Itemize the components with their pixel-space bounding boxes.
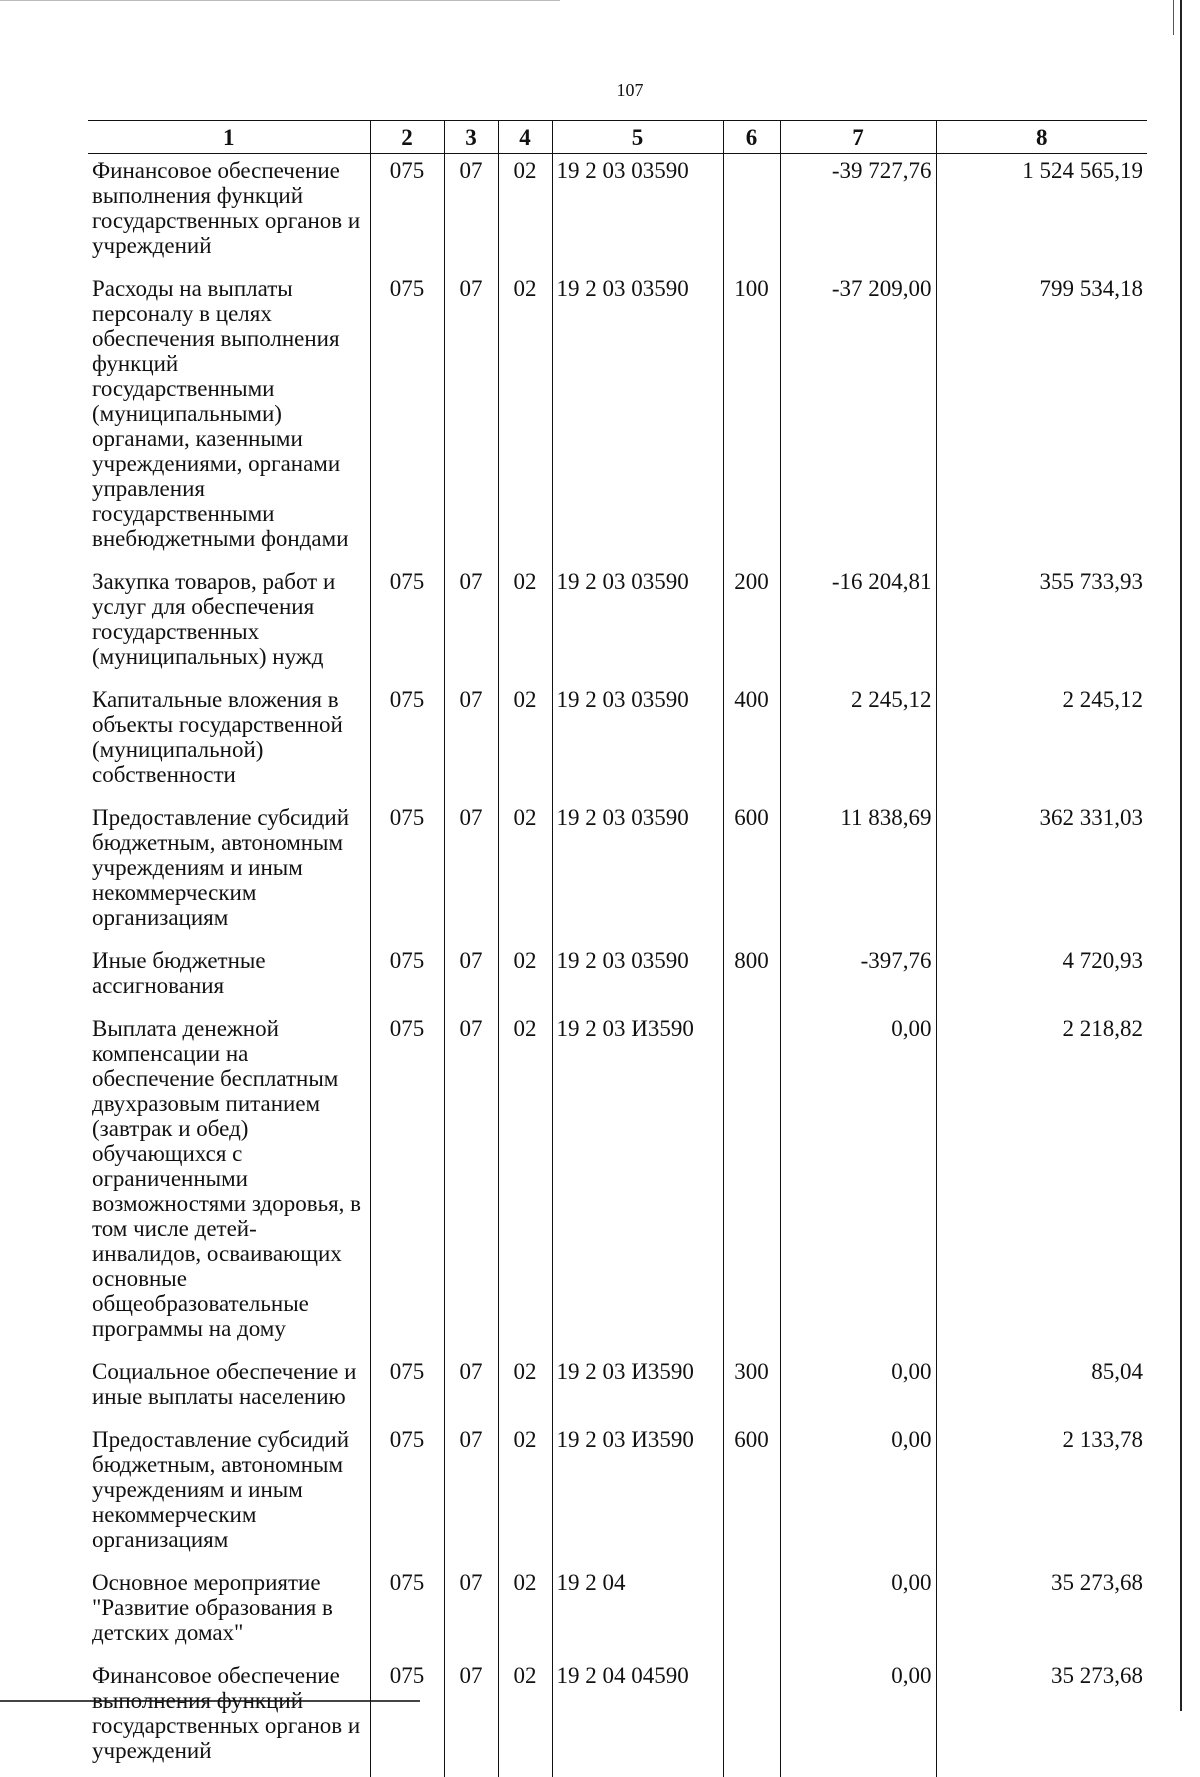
row-c7: -39 727,76 (780, 154, 936, 273)
row-c6: 300 (723, 1355, 780, 1423)
row-name: Предоставление субсидий бюджетным, автономным учреждениям и иным некоммерческим организациям (92, 1427, 349, 1552)
row-c4: 02 (498, 565, 552, 683)
row-c3: 07 (444, 1659, 498, 1777)
row-c5: 19 2 03 И3590 (552, 1355, 723, 1423)
table-row (88, 1659, 1147, 1777)
row-c8: 4 720,93 (936, 944, 1147, 1012)
page-number: 107 (616, 80, 644, 100)
row-c5: 19 2 04 (552, 1566, 723, 1659)
row-c7: -397,76 (780, 944, 936, 1012)
row-c8: 1 524 565,19 (936, 154, 1147, 273)
col-header-6: 6 (723, 121, 780, 154)
scan-edge-top (0, 0, 560, 1)
row-c7: -37 209,00 (780, 272, 936, 565)
row-name: Социальное обеспечение и иные выплаты населению (92, 1359, 357, 1409)
row-c4: 02 (498, 683, 552, 801)
scan-edge-right-tick (1173, 0, 1174, 35)
row-c2: 075 (370, 801, 444, 944)
row-name: Предоставление субсидий бюджетным, автономным учреждениям и иным некоммерческим организациям (92, 805, 349, 930)
row-c8: 799 534,18 (936, 272, 1147, 565)
row-c7: -16 204,81 (780, 565, 936, 683)
table-row (88, 1012, 1147, 1355)
row-c5: 19 2 03 03590 (552, 272, 723, 565)
row-c7: 0,00 (780, 1012, 936, 1355)
row-c2: 075 (370, 1659, 444, 1777)
row-c6: 800 (723, 944, 780, 1012)
col-header-4: 4 (498, 121, 552, 154)
row-c3: 07 (444, 801, 498, 944)
row-c6: 100 (723, 272, 780, 565)
table-row (88, 272, 1147, 565)
row-c7: 11 838,69 (780, 801, 936, 944)
table-row (88, 1355, 1147, 1423)
row-c6 (723, 1566, 780, 1659)
col-header-2: 2 (370, 121, 444, 154)
row-c3: 07 (444, 1012, 498, 1355)
row-c7: 2 245,12 (780, 683, 936, 801)
table-row (88, 1566, 1147, 1659)
budget-table (88, 120, 1147, 1777)
row-c8: 355 733,93 (936, 565, 1147, 683)
row-c7: 0,00 (780, 1566, 936, 1659)
row-c8: 35 273,68 (936, 1659, 1147, 1777)
row-c3: 07 (444, 944, 498, 1012)
col-header-8: 8 (936, 121, 1147, 154)
col-header-5: 5 (552, 121, 723, 154)
table-row (88, 683, 1147, 801)
row-c4: 02 (498, 1012, 552, 1355)
row-c5: 19 2 03 03590 (552, 801, 723, 944)
table-row (88, 944, 1147, 1012)
row-c3: 07 (444, 683, 498, 801)
row-c6 (723, 1659, 780, 1777)
row-c2: 075 (370, 1423, 444, 1566)
row-c4: 02 (498, 272, 552, 565)
row-c4: 02 (498, 154, 552, 273)
row-c6: 600 (723, 1423, 780, 1566)
row-c7: 0,00 (780, 1659, 936, 1777)
row-c5: 19 2 03 03590 (552, 683, 723, 801)
row-c6 (723, 154, 780, 273)
row-c8: 362 331,03 (936, 801, 1147, 944)
row-c5: 19 2 04 04590 (552, 1659, 723, 1777)
row-c8: 2 133,78 (936, 1423, 1147, 1566)
row-c2: 075 (370, 1566, 444, 1659)
row-c3: 07 (444, 272, 498, 565)
col-header-7: 7 (780, 121, 936, 154)
row-c2: 075 (370, 944, 444, 1012)
row-c7: 0,00 (780, 1423, 936, 1566)
table-row (88, 154, 1147, 273)
row-c8: 2 218,82 (936, 1012, 1147, 1355)
row-name: Капитальные вложения в объекты государственной (муниципальной) собственности (92, 687, 343, 787)
row-c3: 07 (444, 154, 498, 273)
row-c3: 07 (444, 565, 498, 683)
row-name: Расходы на выплаты персоналу в целях обеспечения выполнения функций государственными (муниципальными) органами, казенными учреждениями, органами управления государственными внебюджетными фондами (92, 276, 349, 551)
scan-edge-right (1180, 0, 1182, 1711)
row-name: Основное мероприятие "Развитие образования в детских домах" (92, 1570, 333, 1645)
row-c3: 07 (444, 1423, 498, 1566)
row-c2: 075 (370, 1012, 444, 1355)
row-c2: 075 (370, 683, 444, 801)
row-c8: 35 273,68 (936, 1566, 1147, 1659)
row-c2: 075 (370, 154, 444, 273)
row-c5: 19 2 03 И3590 (552, 1423, 723, 1566)
header-row (88, 121, 1147, 154)
col-header-3: 3 (444, 121, 498, 154)
table-row (88, 1423, 1147, 1566)
row-c8: 2 245,12 (936, 683, 1147, 801)
row-name: Иные бюджетные ассигнования (92, 948, 266, 998)
row-c4: 02 (498, 1355, 552, 1423)
row-name: Закупка товаров, работ и услуг для обеспечения государственных (муниципальных) нужд (92, 569, 336, 669)
table-row (88, 565, 1147, 683)
row-c3: 07 (444, 1566, 498, 1659)
row-c4: 02 (498, 1659, 552, 1777)
row-c3: 07 (444, 1355, 498, 1423)
row-c8: 85,04 (936, 1355, 1147, 1423)
row-c4: 02 (498, 944, 552, 1012)
row-c5: 19 2 03 03590 (552, 154, 723, 273)
row-c5: 19 2 03 03590 (552, 944, 723, 1012)
row-c5: 19 2 03 И3590 (552, 1012, 723, 1355)
row-name: Финансовое обеспечение выполнения функций государственных органов и учреждений (92, 158, 361, 258)
col-header-1: 1 (88, 121, 370, 154)
row-name: Выплата денежной компенсации на обеспечение бесплатным двухразовым питанием (завтрак и обед) обучающихся с ограниченными возможностями здоровья, в том числе детей-инвалидов, осваивающих основные общеобразовательные программы на дому (92, 1016, 362, 1341)
row-c4: 02 (498, 1566, 552, 1659)
row-c6 (723, 1012, 780, 1355)
row-name: Финансовое обеспечение выполнения функций государственных органов и учреждений (92, 1663, 361, 1763)
row-c4: 02 (498, 1423, 552, 1566)
row-c5: 19 2 03 03590 (552, 565, 723, 683)
row-c6: 600 (723, 801, 780, 944)
row-c2: 075 (370, 1355, 444, 1423)
row-c4: 02 (498, 801, 552, 944)
table-row (88, 801, 1147, 944)
row-c2: 075 (370, 565, 444, 683)
row-c2: 075 (370, 272, 444, 565)
row-c7: 0,00 (780, 1355, 936, 1423)
row-c6: 200 (723, 565, 780, 683)
row-c6: 400 (723, 683, 780, 801)
